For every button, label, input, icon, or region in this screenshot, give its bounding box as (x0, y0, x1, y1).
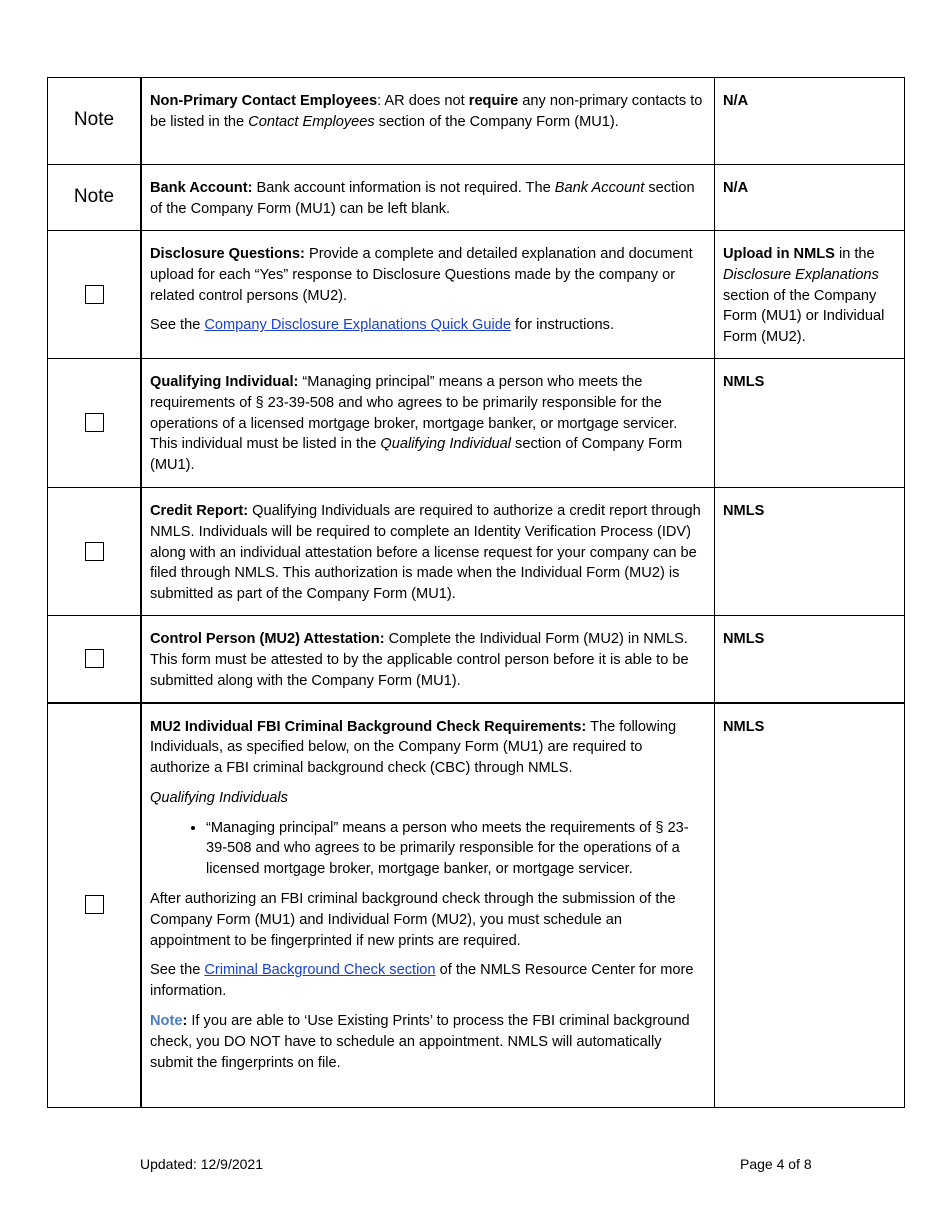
requirement-title: Control Person (MU2) Attestation: (150, 631, 385, 647)
checkbox[interactable] (85, 895, 104, 914)
submission-location: NMLS (715, 359, 905, 488)
table-row (48, 231, 905, 359)
requirement-title: MU2 Individual FBI Criminal Background Check Requirements: (150, 718, 587, 735)
table-row (48, 359, 905, 488)
note-label: Note (73, 109, 115, 131)
note-callout: Note (150, 1013, 183, 1030)
checkbox[interactable] (85, 542, 104, 561)
disclosure-quick-guide-link[interactable]: Company Disclosure Explanations Quick Guide (204, 317, 511, 334)
submission-location: N/A (715, 78, 905, 165)
row-marker (48, 703, 142, 1108)
table-row (48, 703, 905, 1108)
updated-date: Updated: 12/9/2021 (140, 1156, 263, 1172)
requirement-description: Non-Primary Contact Employees: AR does not require any non-primary contacts to be listed in the Contact Employees section of the Company Form (MU1). (141, 78, 715, 165)
checkbox[interactable] (85, 413, 104, 432)
requirement-title: Non-Primary Contact Employees (150, 93, 378, 109)
requirement-title: Qualifying Individual: (150, 374, 299, 390)
subheading: Qualifying Individuals (150, 789, 288, 806)
requirement-description: Qualifying Individual: “Managing principal” means a person who meets the requirements of § 23-39-508 and who agrees to be primarily responsible for the operations of a licensed mortgage broker, mortgage banker, or mortgage servicer. This individual must be listed in the Qualifying Individual section of Company Form (MU1). (141, 359, 715, 488)
submission-location: NMLS (715, 616, 905, 703)
requirement-description: Control Person (MU2) Attestation: Complete the Individual Form (MU2) in NMLS. This form must be attested to by the applicable control person before it is able to be submitted along with the Company Form (MU1). (141, 616, 715, 703)
submission-location: Upload in NMLS in the Disclosure Explanations section of the Company Form (MU1) or Individual Form (MU2). (715, 231, 905, 359)
row-marker (48, 616, 142, 703)
table-row (48, 78, 905, 165)
table-row (48, 616, 905, 703)
requirement-description: Bank Account: Bank account information is not required. The Bank Account section of the Company Form (MU1) can be left blank. (141, 165, 715, 231)
requirement-title: Disclosure Questions: (150, 246, 305, 262)
table-row (48, 488, 905, 616)
checkbox[interactable] (85, 285, 104, 304)
submission-location: N/A (715, 165, 905, 231)
page-number: Page 4 of 8 (740, 1156, 812, 1172)
row-marker (48, 231, 142, 359)
checkbox[interactable] (85, 649, 104, 668)
row-marker (48, 78, 142, 165)
bullet-list (150, 818, 706, 880)
requirement-description: Credit Report: Qualifying Individuals are required to authorize a credit report through NMLS. Individuals will be required to complete an Identity Verification Process (IDV) along with an individual attestation before a license request for your company can be filed through NMLS. This authorization is made when the Individual Form (MU2) is submitted as part of the Company Form (MU1). (141, 488, 715, 616)
table-row (48, 165, 905, 231)
criminal-background-check-link[interactable]: Criminal Background Check section (204, 962, 436, 979)
requirement-description: Disclosure Questions: Provide a complete and detailed explanation and document upload for each “Yes” response to Disclosure Questions made by the company or related control persons (MU2). See the Company Disclosure Explanations Quick Guide for instructions. (141, 231, 715, 359)
list-item: • “Managing principal” means a person who meets the requirements of § 23-39-508 and who agrees to be primarily responsible for the operations of a licensed mortgage broker, mortgage banker, or mortgage servicer. (206, 818, 706, 880)
submission-location: NMLS (715, 488, 905, 616)
row-marker (48, 488, 142, 616)
requirement-title: Bank Account: (150, 180, 253, 196)
submission-location: NMLS (715, 703, 905, 1108)
requirements-table (47, 77, 905, 1108)
row-marker (48, 359, 142, 488)
row-marker (48, 165, 142, 231)
requirement-title: Credit Report: (150, 503, 249, 519)
note-label: Note (73, 185, 115, 207)
requirement-description: MU2 Individual FBI Criminal Background Check Requirements: The following Individuals, as specified below, on the Company Form (MU1) are required to authorize a FBI criminal background check (CBC) through NMLS. Qualifying Individuals • “Managing principal” means a person who meets the requirements of § 23-39-508 and who agrees to be primarily responsible for the operations of a licensed mortgage broker, mortgage banker, or mortgage servicer. After authorizing an FBI criminal background check through the submission of the Company Form (MU1) and Individual Form (MU2), you must schedule an appointment to be fingerprinted if new prints are required. See the Criminal Background Check section of the NMLS Resource Center for more information. Note: If you are able to ‘Use Existing Prints’ to process the FBI criminal background check, you DO NOT have to schedule an appointment. NMLS will automatically submit the fingerprints on file. (141, 703, 715, 1108)
